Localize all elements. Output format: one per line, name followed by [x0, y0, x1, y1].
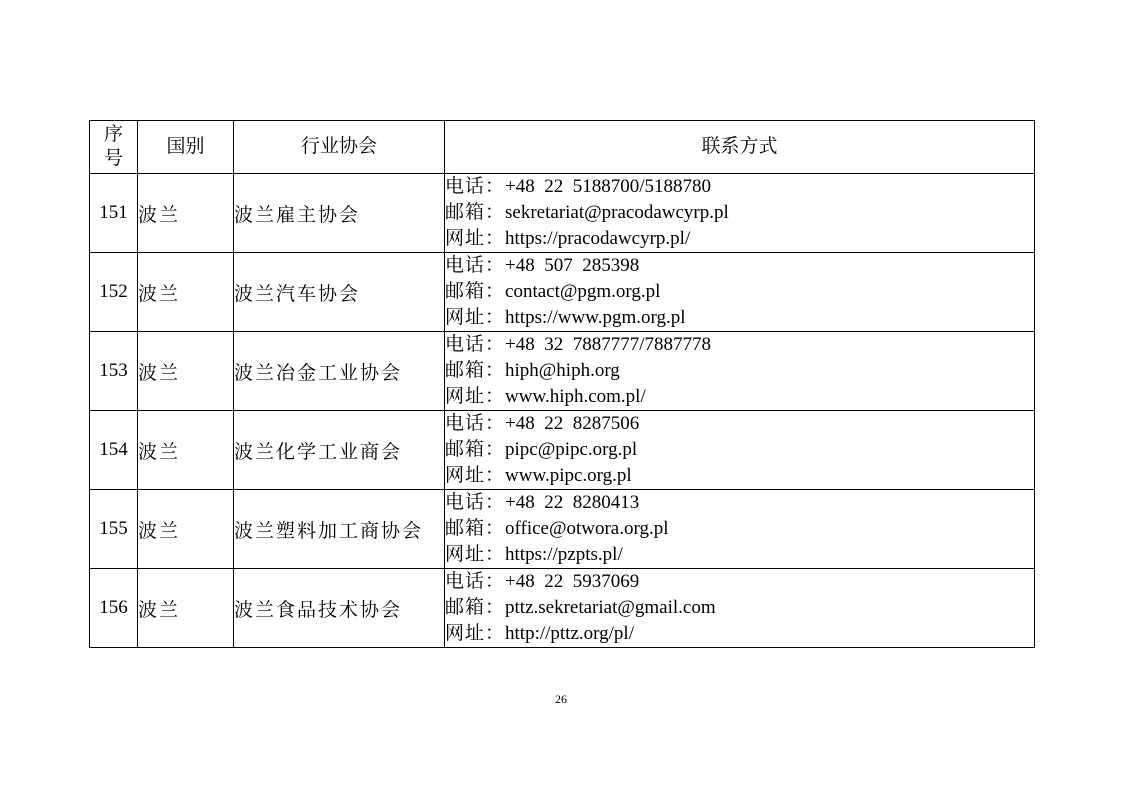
association-table — [89, 120, 1035, 648]
row-num: 153 — [90, 332, 138, 411]
row-association: 波兰食品技术协会 — [234, 569, 445, 648]
email-value: contact@pgm.org.pl — [505, 281, 661, 302]
web-line — [445, 226, 1034, 252]
phone-label: 电话： — [445, 334, 506, 355]
row-num: 154 — [90, 411, 138, 490]
row-association: 波兰汽车协会 — [234, 253, 445, 332]
web-value: http://pttz.org/pl/ — [505, 623, 634, 644]
table-row — [90, 569, 1035, 648]
email-value: pipc@pipc.org.pl — [505, 439, 638, 460]
row-contact — [445, 411, 1035, 490]
email-label: 邮箱： — [445, 202, 506, 223]
web-label: 网址： — [445, 623, 506, 644]
email-label: 邮箱： — [445, 360, 506, 381]
email-label: 邮箱： — [445, 597, 506, 618]
phone-value: +48 22 5188700/5188780 — [505, 176, 712, 197]
phone-label: 电话： — [445, 492, 506, 513]
header-contact: 联系方式 — [445, 121, 1035, 174]
phone-line — [445, 569, 1034, 595]
table-row — [90, 411, 1035, 490]
table-row — [90, 174, 1035, 253]
row-contact — [445, 569, 1035, 648]
web-label: 网址： — [445, 228, 506, 249]
web-line — [445, 305, 1034, 331]
phone-line — [445, 253, 1034, 279]
table-row — [90, 490, 1035, 569]
phone-label: 电话： — [445, 571, 506, 592]
row-country: 波兰 — [138, 490, 234, 569]
row-num: 156 — [90, 569, 138, 648]
row-country: 波兰 — [138, 253, 234, 332]
row-contact — [445, 490, 1035, 569]
row-country: 波兰 — [138, 174, 234, 253]
phone-line — [445, 332, 1034, 358]
phone-value: +48 507 285398 — [505, 255, 640, 276]
phone-label: 电话： — [445, 413, 506, 434]
phone-value: +48 22 8287506 — [505, 413, 640, 434]
web-line — [445, 621, 1034, 647]
row-association: 波兰塑料加工商协会 — [234, 490, 445, 569]
row-num: 155 — [90, 490, 138, 569]
web-label: 网址： — [445, 307, 506, 328]
row-num: 152 — [90, 253, 138, 332]
web-value: www.hiph.com.pl/ — [505, 386, 646, 407]
web-label: 网址： — [445, 465, 506, 486]
phone-line — [445, 490, 1034, 516]
header-num-line2: 号 — [103, 148, 123, 169]
email-line — [445, 358, 1034, 384]
phone-line — [445, 174, 1034, 200]
page-number: 26 — [555, 692, 567, 706]
row-association: 波兰冶金工业协会 — [234, 332, 445, 411]
row-country: 波兰 — [138, 332, 234, 411]
table-body — [90, 174, 1035, 648]
email-line — [445, 595, 1034, 621]
row-country: 波兰 — [138, 411, 234, 490]
email-label: 邮箱： — [445, 439, 506, 460]
email-line — [445, 279, 1034, 305]
header-num-line1: 序 — [103, 124, 123, 145]
phone-label: 电话： — [445, 255, 506, 276]
email-line — [445, 200, 1034, 226]
web-label: 网址： — [445, 544, 506, 565]
phone-label: 电话： — [445, 176, 506, 197]
web-label: 网址： — [445, 386, 506, 407]
email-value: hiph@hiph.org — [505, 360, 620, 381]
header-country: 国别 — [138, 121, 234, 174]
web-value: https://www.pgm.org.pl — [505, 307, 686, 328]
phone-value: +48 32 7887777/7887778 — [505, 334, 712, 355]
email-label: 邮箱： — [445, 281, 506, 302]
email-label: 邮箱： — [445, 518, 506, 539]
phone-value: +48 22 8280413 — [505, 492, 640, 513]
row-association: 波兰化学工业商会 — [234, 411, 445, 490]
web-line — [445, 463, 1034, 489]
phone-value: +48 22 5937069 — [505, 571, 640, 592]
table-row — [90, 253, 1035, 332]
table-row — [90, 332, 1035, 411]
row-association: 波兰雇主协会 — [234, 174, 445, 253]
email-line — [445, 437, 1034, 463]
email-value: pttz.sekretariat@gmail.com — [505, 597, 716, 618]
row-country: 波兰 — [138, 569, 234, 648]
email-value: sekretariat@pracodawcyrp.pl — [505, 202, 729, 223]
phone-line — [445, 411, 1034, 437]
web-value: https://pzpts.pl/ — [505, 544, 623, 565]
row-contact — [445, 332, 1035, 411]
header-association: 行业协会 — [234, 121, 445, 174]
email-line — [445, 516, 1034, 542]
web-line — [445, 542, 1034, 568]
table-header-row — [90, 121, 1035, 174]
web-line — [445, 384, 1034, 410]
header-num — [90, 121, 138, 174]
row-contact — [445, 253, 1035, 332]
web-value: www.pipc.org.pl — [505, 465, 632, 486]
row-contact — [445, 174, 1035, 253]
email-value: office@otwora.org.pl — [505, 518, 669, 539]
row-num: 151 — [90, 174, 138, 253]
web-value: https://pracodawcyrp.pl/ — [505, 228, 691, 249]
